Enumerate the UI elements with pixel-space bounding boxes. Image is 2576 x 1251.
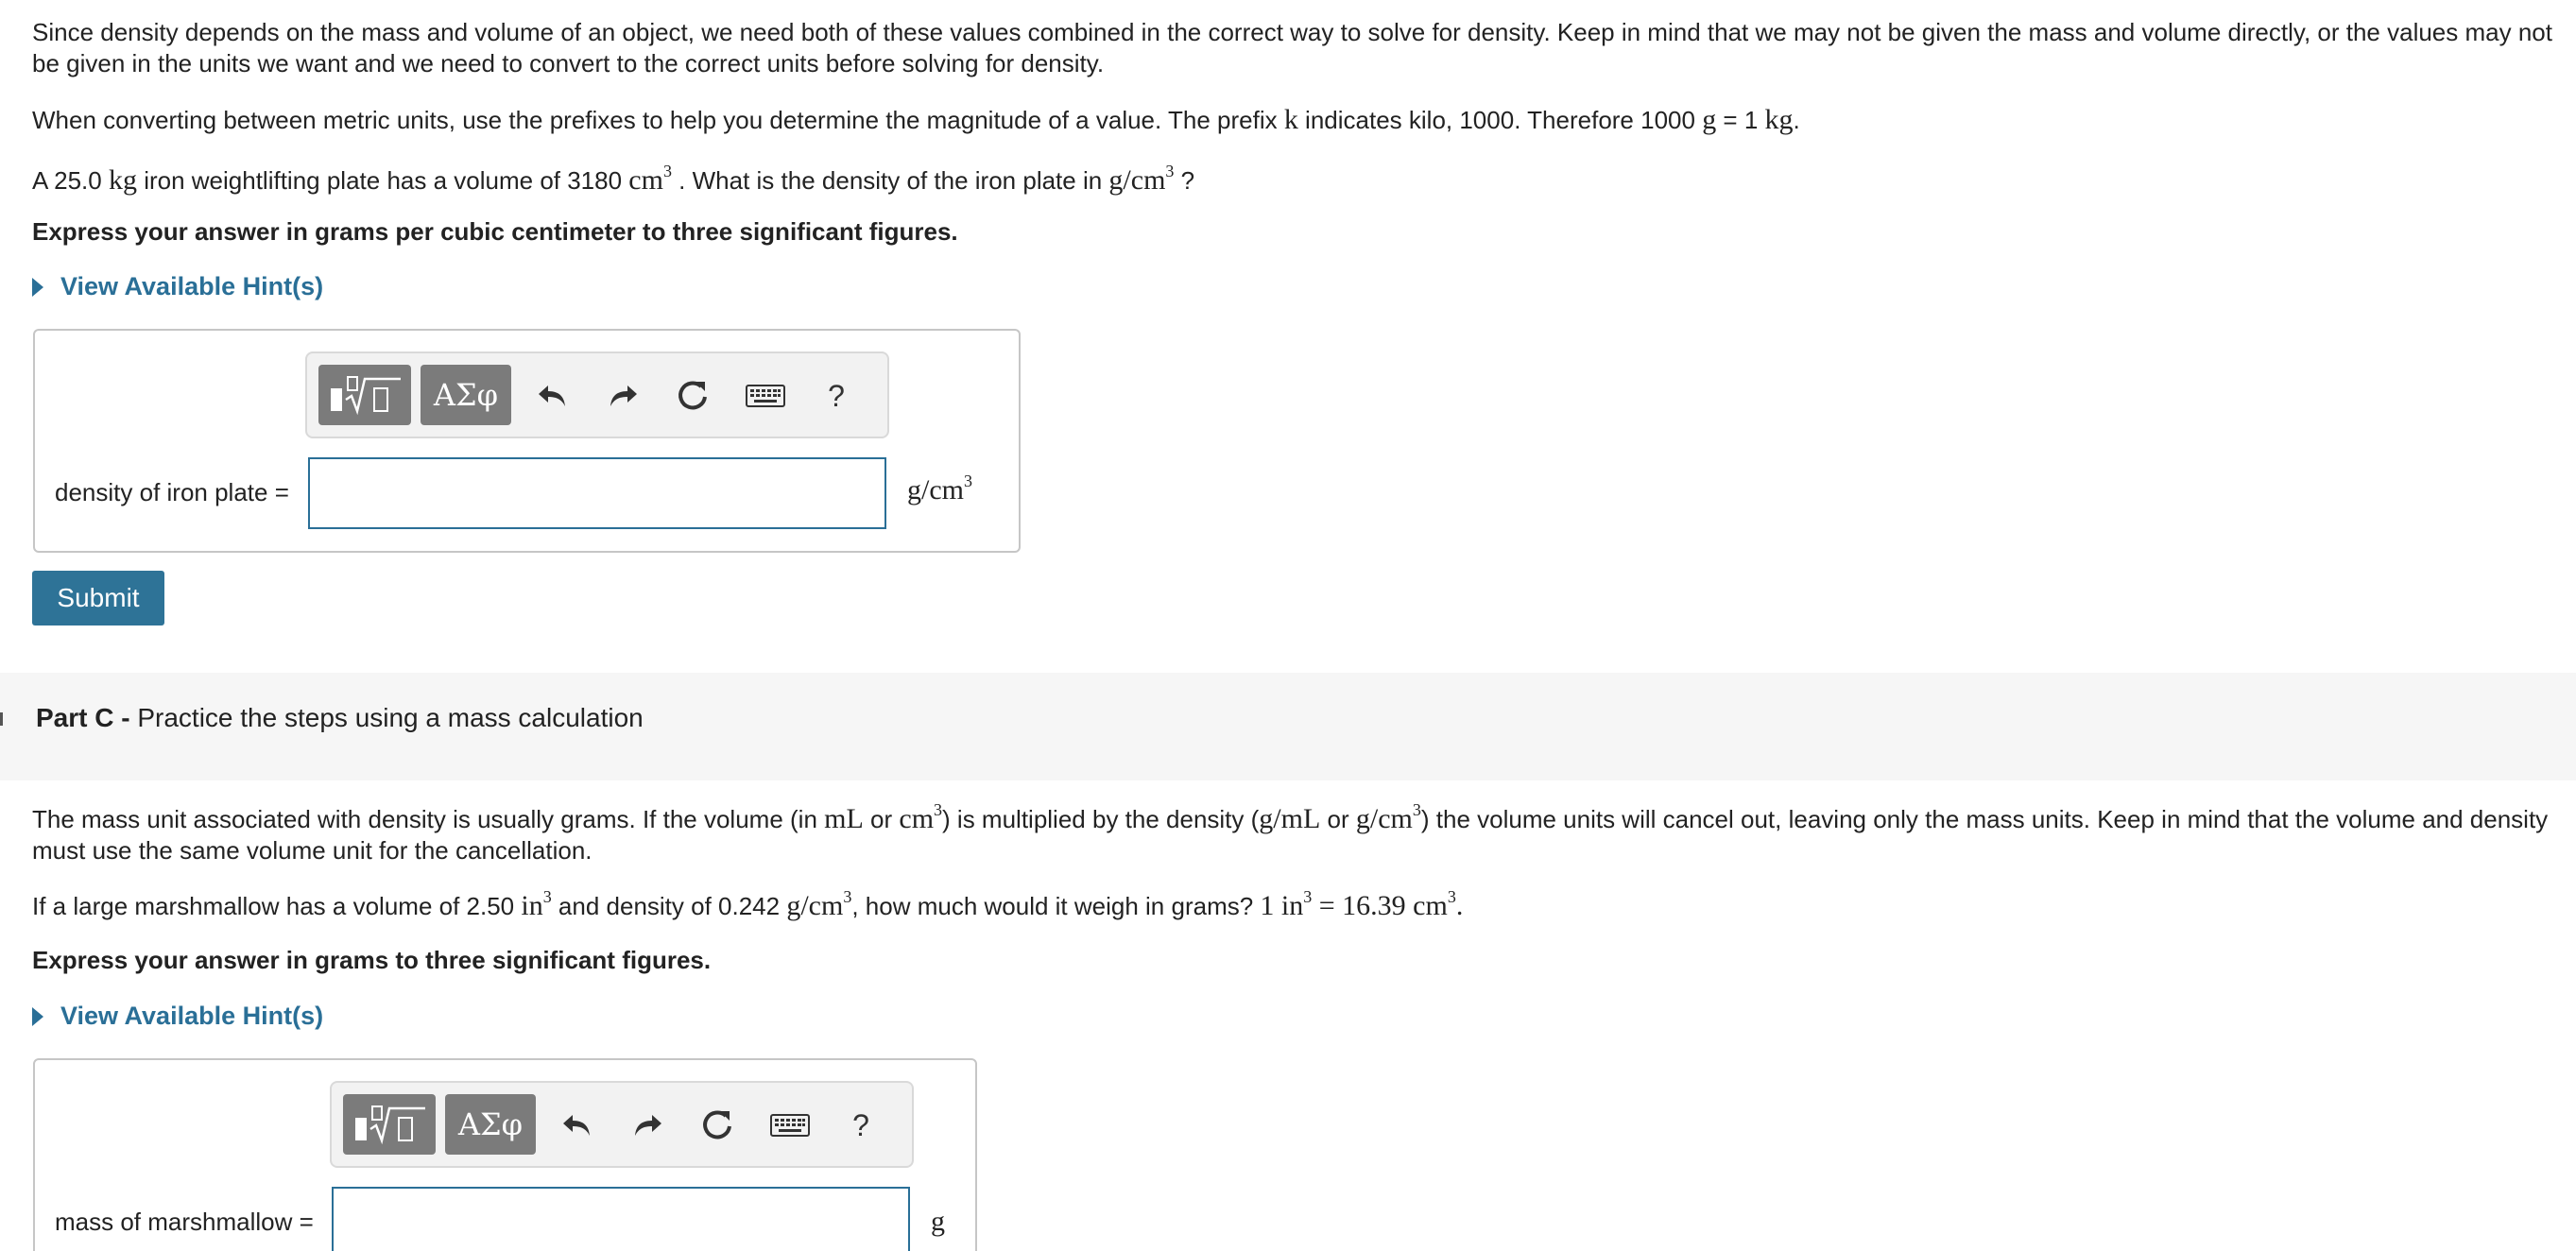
- prefix-paragraph: [32, 104, 2557, 136]
- conv-eq: = 16.39 cm: [1312, 890, 1448, 921]
- question-unit-exp: 3: [1165, 162, 1175, 180]
- part-c-collapse-marker[interactable]: [0, 712, 3, 726]
- prefix-k: k: [1283, 104, 1298, 135]
- question-in-base: in: [521, 890, 543, 921]
- intro-gcm-base: g/cm: [1355, 803, 1413, 834]
- keyboard-icon: [770, 1112, 810, 1139]
- help-button[interactable]: [817, 372, 855, 420]
- question-b-paragraph: [32, 164, 2557, 197]
- unit-base: g/cm: [907, 474, 964, 506]
- question-gcm: [786, 887, 852, 921]
- instruction-b: [32, 216, 2557, 248]
- intro-cm-base: cm: [899, 803, 935, 834]
- answer-box-b: [33, 329, 1021, 553]
- part-c-intro-paragraph: [32, 800, 2557, 866]
- math-toolbar-c: [330, 1081, 914, 1168]
- answer-unit-b: [907, 471, 972, 506]
- intro-gmL: g/mL: [1259, 803, 1321, 834]
- density-answer-input[interactable]: [308, 457, 886, 529]
- unit-base: g: [931, 1206, 945, 1237]
- question-text: iron weightlifting plate has a volume of 3180: [136, 166, 629, 195]
- prefix-text: = 1: [1716, 106, 1765, 134]
- question-in: [521, 887, 552, 921]
- intro-text: ) the volume units will cancel out, leaving only the mass units. Keep in mind that the volume and density must use the same volume unit for the cancellation.: [32, 805, 2549, 865]
- prefix-text: .: [1793, 106, 1800, 134]
- reset-button[interactable]: [696, 1102, 738, 1149]
- part-c-title-bold: Part C -: [36, 703, 130, 732]
- hint-label: View Available Hint(s): [60, 272, 324, 300]
- question-in-exp: 3: [542, 887, 552, 906]
- keyboard-button[interactable]: [742, 372, 789, 420]
- question-kg: kg: [108, 164, 137, 196]
- prefix-kg: kg: [1764, 104, 1794, 135]
- question-cm: [628, 164, 672, 196]
- conv-right-exp: 3: [1447, 887, 1456, 906]
- help-icon: ?: [852, 1107, 869, 1142]
- answer-box-c: [33, 1058, 977, 1251]
- undo-button[interactable]: [532, 372, 574, 420]
- question-text: . What is the density of the iron plate in: [671, 166, 1109, 195]
- question-text: ?: [1174, 166, 1195, 195]
- unit-exp: 3: [964, 471, 972, 490]
- conv-left-exp: 3: [1303, 887, 1313, 906]
- prefix-text: When converting between metric units, use the prefixes to help you determine the magnitude of a value. The prefix: [32, 106, 1284, 134]
- conversion-equation: [1260, 887, 1464, 921]
- greek-symbols-button[interactable]: [421, 365, 511, 425]
- undo-button[interactable]: [557, 1102, 598, 1149]
- question-text: and density of 0.242: [551, 892, 787, 920]
- math-toolbar-b: [305, 351, 889, 438]
- intro-gcm-exp: 3: [1412, 800, 1421, 819]
- submit-label: Submit: [57, 583, 140, 612]
- templates-button[interactable]: [343, 1094, 436, 1155]
- undo-icon: [537, 382, 569, 410]
- density-intro-paragraph: [32, 17, 2557, 79]
- expand-triangle-icon: [32, 278, 43, 297]
- prefix-text: indicates kilo, 1000. Therefore 1000: [1297, 106, 1703, 134]
- templates-button[interactable]: [318, 365, 411, 425]
- redo-icon: [631, 1111, 663, 1140]
- answer-unit-c: [931, 1206, 945, 1238]
- radical-template-icon: [350, 1101, 429, 1148]
- instruction-text: Express your answer in grams to three significant figures.: [32, 946, 712, 974]
- answer-label-text: mass of marshmallow =: [55, 1208, 314, 1236]
- radical-template-icon: [325, 371, 404, 419]
- view-hints-link-b[interactable]: [32, 272, 323, 301]
- part-c-title[interactable]: [36, 703, 644, 733]
- question-cm-base: cm: [628, 164, 663, 196]
- intro-gcm: [1355, 800, 1421, 834]
- question-gcm-base: g/cm: [786, 890, 844, 921]
- intro-text: or: [863, 805, 900, 833]
- question-gcm-exp: 3: [843, 887, 852, 906]
- expand-triangle-icon: [32, 1007, 43, 1026]
- submit-button[interactable]: [32, 571, 164, 626]
- greek-label: ΑΣφ: [433, 377, 499, 413]
- intro-text: Since density depends on the mass and volume of an object, we need both of these values combined in the correct way to solve for density. Keep in mind that we may not be given the mass and volume directly, or the values may not be given in the units we want and we need to convert to the correct units before solving for density.: [32, 18, 2552, 77]
- answer-label-b: [55, 478, 289, 507]
- redo-button[interactable]: [627, 1102, 668, 1149]
- intro-cm: [899, 800, 943, 834]
- question-text: If a large marshmallow has a volume of 2.50: [32, 892, 522, 920]
- reset-icon: [699, 1107, 735, 1143]
- instruction-c: [32, 945, 2557, 976]
- keyboard-button[interactable]: [766, 1102, 814, 1149]
- part-c-title-rest: Practice the steps using a mass calculation: [129, 703, 644, 732]
- greek-symbols-button[interactable]: [445, 1094, 536, 1155]
- help-icon: ?: [828, 378, 845, 413]
- question-cm-exp: 3: [662, 162, 672, 180]
- intro-text: The mass unit associated with density is usually grams. If the volume (in: [32, 805, 825, 833]
- question-text: A 25.0: [32, 166, 109, 195]
- instruction-text: Express your answer in grams per cubic centimeter to three significant figures.: [32, 217, 958, 246]
- keyboard-icon: [746, 383, 785, 409]
- intro-cm-exp: 3: [934, 800, 943, 819]
- conv-end: .: [1455, 890, 1464, 921]
- view-hints-link-c[interactable]: [32, 1002, 323, 1031]
- intro-mL: mL: [824, 803, 864, 834]
- greek-label: ΑΣφ: [457, 1106, 524, 1142]
- reset-button[interactable]: [672, 372, 713, 420]
- question-c-paragraph: [32, 887, 2557, 922]
- hint-label: View Available Hint(s): [60, 1002, 324, 1030]
- question-unit-base: g/cm: [1108, 164, 1166, 196]
- redo-icon: [607, 382, 639, 410]
- answer-label-text: density of iron plate =: [55, 478, 289, 506]
- question-unit: [1108, 164, 1174, 196]
- mass-answer-input[interactable]: [332, 1187, 910, 1251]
- conv-left: 1 in: [1260, 890, 1304, 921]
- question-text: , how much would it weigh in grams?: [851, 892, 1261, 920]
- undo-icon: [561, 1111, 593, 1140]
- intro-text: ) is multiplied by the density (: [942, 805, 1260, 833]
- answer-label-c: [55, 1208, 314, 1237]
- reset-icon: [675, 378, 711, 414]
- redo-button[interactable]: [602, 372, 644, 420]
- help-button[interactable]: [842, 1102, 880, 1149]
- intro-text: or: [1320, 805, 1356, 833]
- prefix-g: g: [1702, 104, 1717, 135]
